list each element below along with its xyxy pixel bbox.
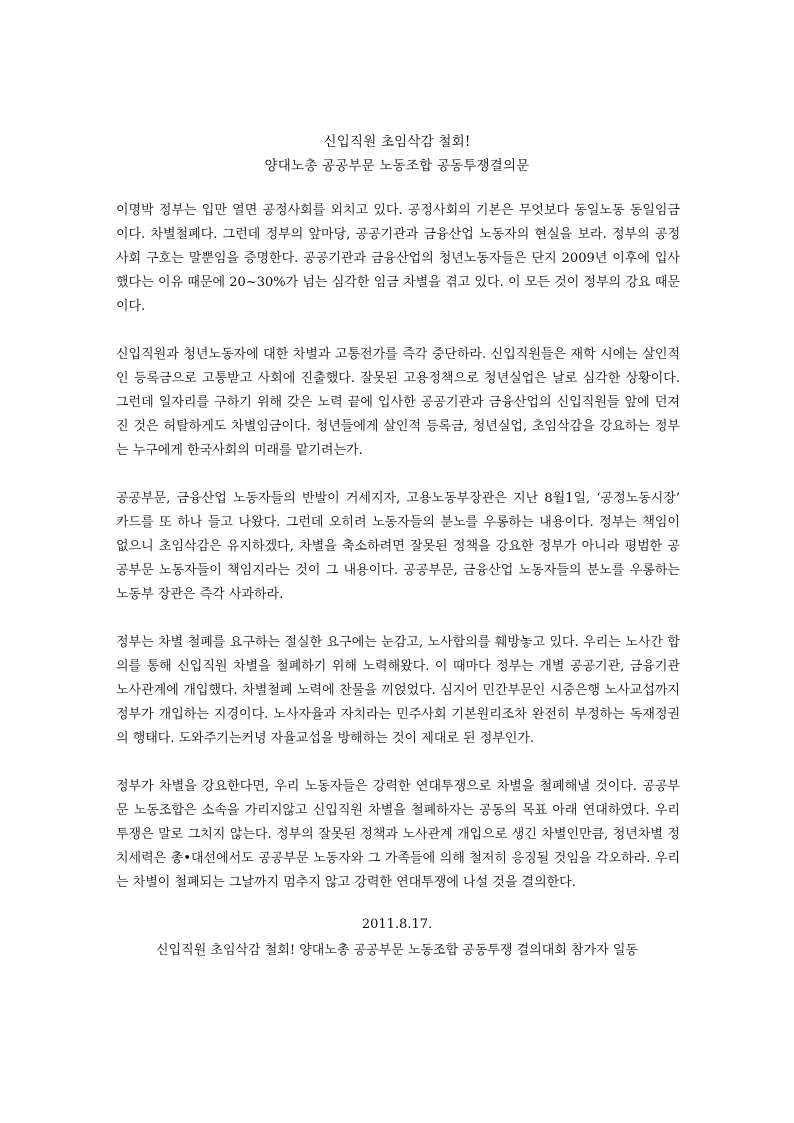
- paragraph-5: 정부가 차별을 강요한다면, 우리 노동자들은 강력한 연대투쟁으로 차별을 철폐해낼 것이다. 공공부문 노동조합은 소속을 가리지않고 신입직원 차별을 철폐하자는 공동의 목표 아래 연대하였다. 우리 투쟁은 말로 그치지 않는다. 정부의 잘못된 정책과 노사관계 개입으로 생긴 차별인만큼, 청년차별 정치세력은 총•대선에서도 공공부문 노동자와 그 가족들에 의해 철저히 응징될 것임을 각오하라. 우리는 차별이 철폐되는 그날까지 멈추지 않고 강력한 연대투쟁에 나설 것을 결의한다.: [116, 779, 680, 890]
- paragraph-2: 신입직원과 청년노동자에 대한 차별과 고통전가를 즉각 중단하라. 신입직원들은 재학 시에는 살인적인 등록금으로 고통받고 사회에 진출했다. 잘못된 고용정책으로 청년실업은 날로 심각한 상황이다. 그런데 일자리를 구하기 위해 갖은 노력 끝에 입사한 공공기관과 금융산업의 신입직원들 앞에 던져진 것은 허탈하게도 차별임금이다. 청년들에게 살인적 등록금, 청년실업, 초임삭감을 강요하는 정부는 누구에게 한국사회의 미래를 맡기려는가.: [116, 347, 680, 458]
- title-line-1: 신입직원 초임삭감 철회!: [323, 134, 471, 150]
- document-date: 2011.8.17.: [361, 917, 433, 932]
- document-signatory: 신입직원 초임삭감 철회! 양대노총 공공부문 노동조합 공동투쟁 결의대회 참가자 일동: [156, 943, 638, 958]
- paragraph-4: 정부는 차별 철폐를 요구하는 절실한 요구에는 눈감고, 노사합의를 훼방놓고 있다. 우리는 노사간 합의를 통해 신입직원 차별을 철폐하기 위해 노력해왔다. 이 때마다 정부는 개별 공공기관, 금융기관 노사관계에 개입했다. 차별철폐 노력에 찬물을 끼얹었다. 심지어 민간부문인 시중은행 노사교섭까지 정부가 개입하는 지경이다. 노사자율과 자치라는 민주사회 기본원리조차 완전히 부정하는 독재정권의 행태다. 도와주기는커녕 자율교섭을 방해하는 것이 제대로 된 정부인가.: [116, 635, 680, 746]
- document-body: [116, 199, 680, 895]
- paragraph-1: 이명박 정부는 입만 열면 공정사회를 외치고 있다. 공정사회의 기본은 무엇보다 동일노동 동일임금이다. 차별철폐다. 그런데 정부의 앞마당, 공공기관과 금융산업 노동자의 현실을 보라. 정부의 공정사회 구호는 말뿐임을 증명한다. 공공기관과 금융산업의 청년노동자들은 단지 2009년 이후에 입사했다는 이유 때문에 20~30%가 넘는 심각한 임금 차별을 겪고 있다. 이 모든 것이 정부의 강요 때문이다.: [116, 203, 680, 314]
- document-title: [0, 130, 794, 178]
- title-line-2: 양대노총 공공부문 노동조합 공동투쟁결의문: [264, 158, 530, 174]
- document-signature-block: [0, 912, 794, 964]
- paragraph-3: 공공부문, 금융산업 노동자들의 반발이 거세지자, 고용노동부장관은 지난 8월1일, ‘공정노동시장’ 카드를 또 하나 들고 나왔다. 그런데 오히려 노동자들의 분노를 우롱하는 내용이다. 정부는 책임이 없으니 초임삭감은 유지하겠다, 차별을 축소하려면 잘못된 정책을 강요한 정부가 아니라 평범한 공공부문 노동자들이 책임지라는 것이 그 내용이다. 공공부문, 금융산업 노동자들의 분노를 우롱하는 노동부 장관은 즉각 사과하라.: [116, 491, 680, 602]
